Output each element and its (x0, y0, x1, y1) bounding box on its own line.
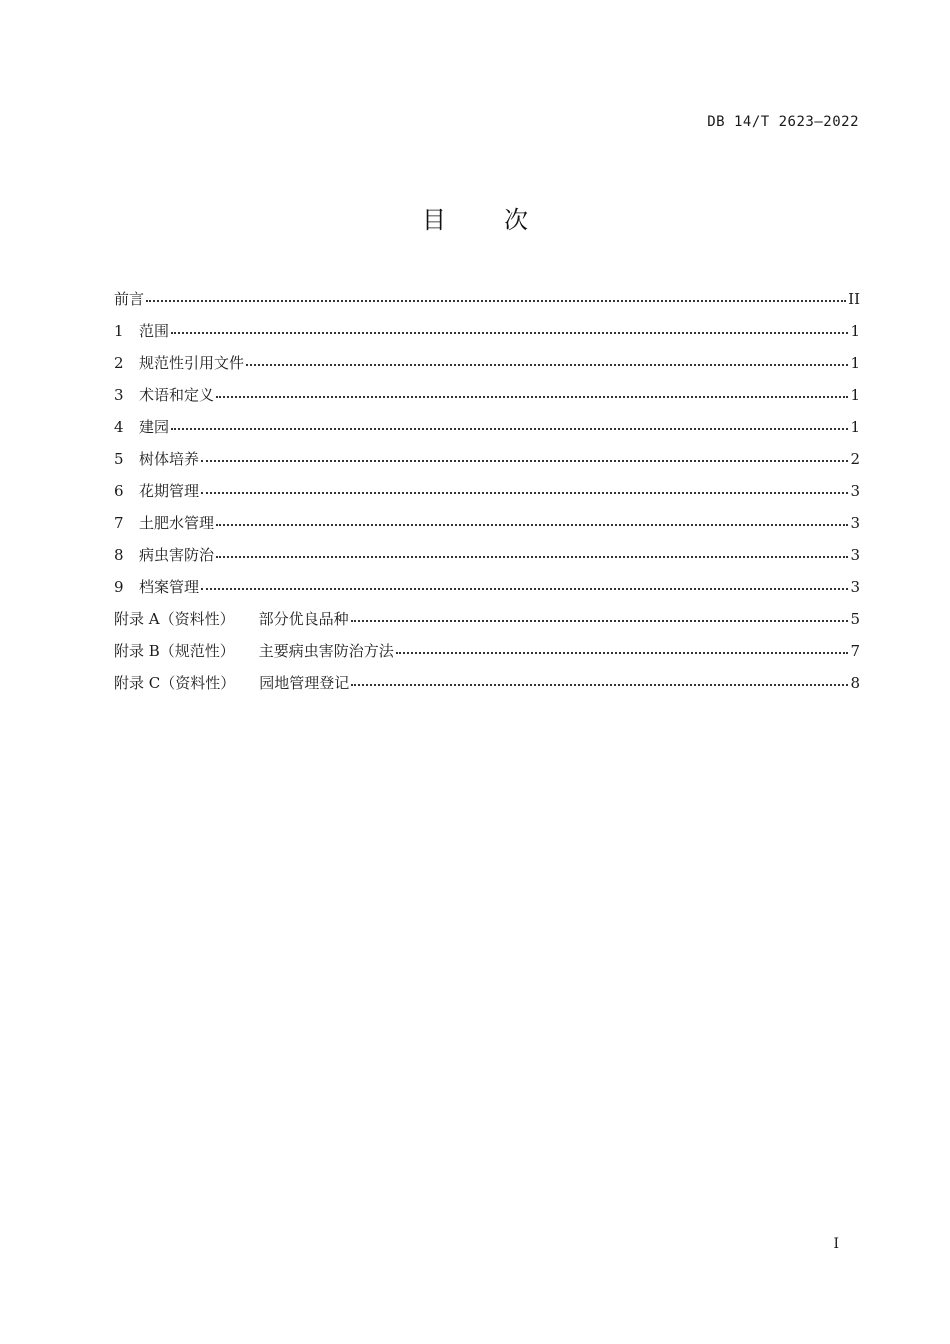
toc-leader-dots (146, 296, 846, 302)
toc-leader-dots (201, 488, 848, 494)
toc-entry-6[interactable] (114, 480, 860, 512)
toc-entry-number: 3 (114, 386, 124, 404)
toc-annex-id: 附录 C（资料性） (114, 674, 236, 692)
toc-entry-number: 1 (114, 322, 124, 340)
toc-entry-4[interactable] (114, 416, 860, 448)
toc-entry-page: 1 (850, 354, 860, 372)
toc-entry-page: 1 (850, 418, 860, 436)
toc-entry-foreword[interactable] (114, 288, 860, 320)
toc-leader-dots (216, 520, 848, 526)
toc-annex-c[interactable] (114, 672, 860, 704)
toc-entry-number: 8 (114, 546, 124, 564)
toc-entry-label: 园地管理登记 (259, 674, 350, 692)
toc-leader-dots (351, 616, 849, 622)
toc-leader-dots (201, 456, 848, 462)
toc-leader-dots (171, 424, 848, 430)
toc-leader-dots (351, 680, 848, 686)
toc-entry-label: 前言 (114, 290, 145, 308)
toc-entry-label: 部分优良品种 (258, 610, 349, 628)
page-title: 目次 (422, 206, 586, 234)
toc-entry-5[interactable] (114, 448, 860, 480)
toc-entry-label: 范围 (139, 322, 170, 340)
toc-entry-number: 9 (114, 578, 124, 596)
toc-entry-9[interactable] (114, 576, 860, 608)
toc-entry-label: 土肥水管理 (139, 514, 215, 532)
toc-annex-id: 附录 A（资料性） (114, 610, 235, 628)
document-code: DB 14/T 2623—2022 (707, 114, 859, 130)
toc-entry-label: 花期管理 (139, 482, 200, 500)
toc-annex-b[interactable] (114, 640, 860, 672)
toc-entry-label: 树体培养 (139, 450, 200, 468)
toc-entry-page: 1 (850, 322, 860, 340)
toc-entry-page: 5 (850, 610, 860, 628)
toc-entry-page: 8 (850, 674, 860, 692)
toc-entry-page: 3 (850, 514, 860, 532)
toc-entry-page: 2 (850, 450, 860, 468)
page-number: I (833, 1236, 839, 1252)
toc-leader-dots (396, 648, 849, 654)
toc-leader-dots (216, 552, 848, 558)
toc-entry-label: 主要病虫害防治方法 (258, 642, 394, 660)
toc-entry-label: 建园 (139, 418, 170, 436)
toc-entry-page: 3 (850, 546, 860, 564)
toc-entry-page: 7 (850, 642, 860, 660)
toc-entry-number: 5 (114, 450, 124, 468)
toc-entry-7[interactable] (114, 512, 860, 544)
toc-entry-number: 7 (114, 514, 124, 532)
toc-leader-dots (246, 360, 848, 366)
toc-entry-label: 规范性引用文件 (139, 354, 245, 372)
toc-entry-page: 1 (850, 386, 860, 404)
toc-entry-label: 病虫害防治 (139, 546, 215, 564)
toc-entry-page: 3 (850, 578, 860, 596)
toc-entry-2[interactable] (114, 352, 860, 384)
toc-leader-dots (201, 584, 848, 590)
toc-entry-page: 3 (850, 482, 860, 500)
toc-entry-label: 档案管理 (139, 578, 200, 596)
toc-leader-dots (171, 328, 848, 334)
toc-entry-page: II (848, 290, 860, 308)
toc-annex-a[interactable] (114, 608, 860, 640)
toc-annex-id: 附录 B（规范性） (114, 642, 235, 660)
toc-entry-3[interactable] (114, 384, 860, 416)
toc-entry-number: 4 (114, 418, 124, 436)
toc-entry-number: 2 (114, 354, 124, 372)
toc-entry-number: 6 (114, 482, 124, 500)
toc-entry-8[interactable] (114, 544, 860, 576)
table-of-contents (114, 288, 860, 704)
toc-leader-dots (216, 392, 848, 398)
toc-entry-1[interactable] (114, 320, 860, 352)
toc-entry-label: 术语和定义 (139, 386, 215, 404)
